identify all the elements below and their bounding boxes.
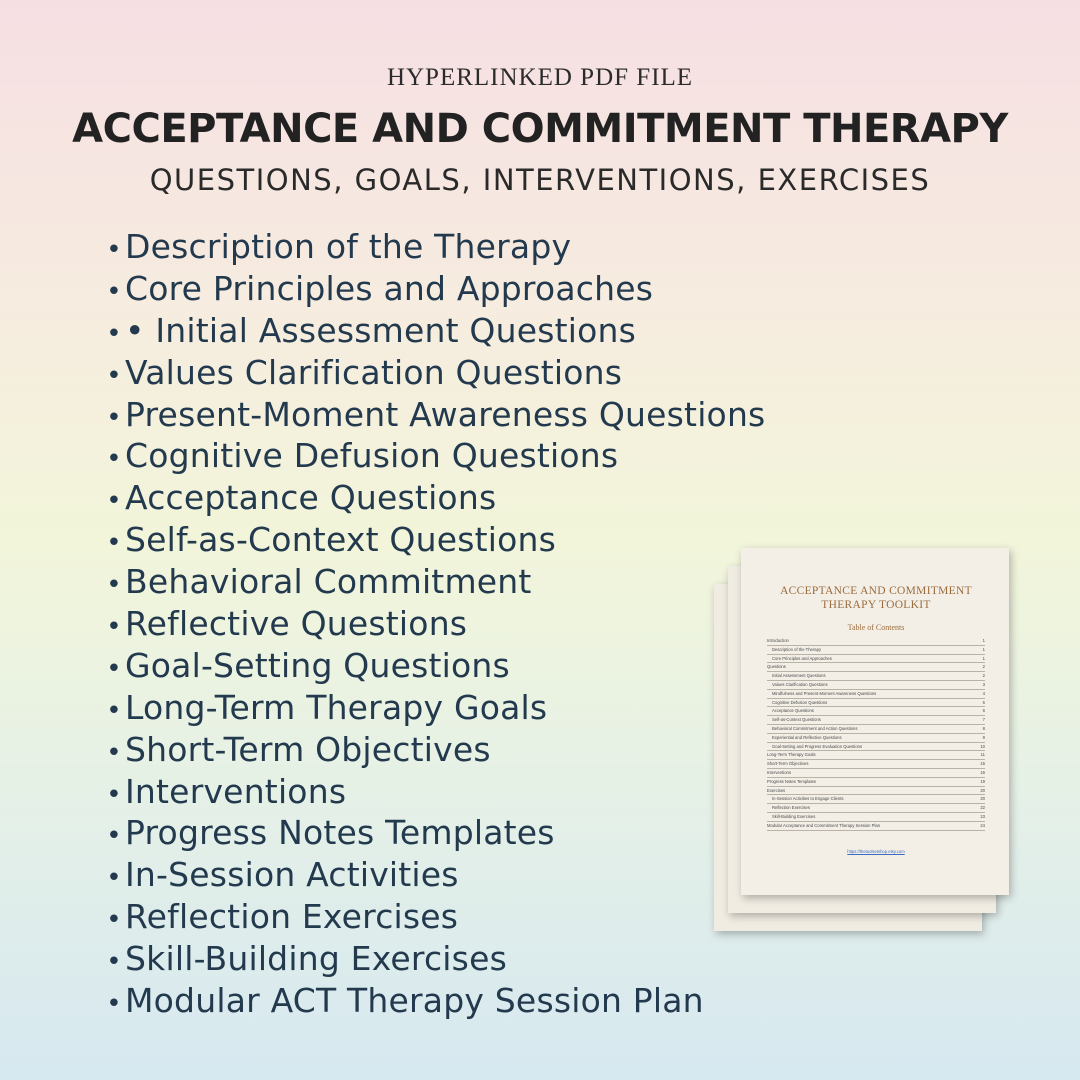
toc-entry-page: 1 <box>982 638 985 643</box>
bullet-icon: • <box>106 653 122 684</box>
list-item <box>103 603 765 645</box>
toc-entry-page: 7 <box>982 717 985 723</box>
toc-entry[interactable] <box>767 822 985 831</box>
toc-entry-title: Initial Assessment Questions <box>772 673 826 679</box>
shop-link[interactable]: https://thetoolsetshop.etsy.com <box>847 848 905 854</box>
topic-label: Self-as-Context Questions <box>125 520 557 560</box>
bullet-icon: • <box>106 779 122 810</box>
toc-entry-title: Cognitive Defusion Questions <box>772 699 828 705</box>
toc-entry-title: Exercises <box>767 787 786 793</box>
toc-entry[interactable] <box>767 655 985 664</box>
toc-entry-title: Interventions <box>767 769 791 775</box>
bullet-icon: • <box>106 863 122 894</box>
toc-entry-page: 8 <box>982 725 985 731</box>
toc-entry-page: 5 <box>982 699 985 705</box>
document-preview-stack <box>714 548 1014 938</box>
toc-entry-title: Core Principles and Approaches <box>772 655 832 661</box>
toc-entry[interactable] <box>767 804 985 813</box>
list-item <box>103 854 765 896</box>
topic-list <box>103 226 765 1022</box>
topic-label: Core Principles and Approaches <box>125 268 654 308</box>
list-item <box>103 561 765 603</box>
toc-entry[interactable] <box>767 672 985 681</box>
toc-entry-page: 4 <box>982 690 985 696</box>
toc-entry-title: Acceptance Questions <box>772 708 814 714</box>
toc-entry-page: 24 <box>980 822 985 828</box>
list-item <box>103 226 765 268</box>
topic-label: Long-Term Therapy Goals <box>125 687 548 727</box>
toc-entry-title: Long-Term Therapy Goals <box>767 752 816 758</box>
topic-label: Progress Notes Templates <box>125 813 555 853</box>
toc-entry[interactable] <box>767 769 985 778</box>
bullet-icon: • <box>106 905 122 936</box>
toc-entry[interactable] <box>767 813 985 822</box>
topic-label: • Initial Assessment Questions <box>125 310 636 350</box>
list-item <box>103 687 765 729</box>
bullet-icon: • <box>106 318 122 349</box>
bullet-icon: • <box>106 612 122 643</box>
list-item <box>103 729 765 771</box>
list-item <box>103 938 765 980</box>
toc-entry-page: 1 <box>982 646 985 652</box>
product-subtitle: QUESTIONS, GOALS, INTERVENTIONS, EXERCISES <box>149 163 931 197</box>
product-title: ACCEPTANCE AND COMMITMENT THERAPY <box>72 106 1008 152</box>
toc-entry-title: Reflection Exercises <box>772 805 810 811</box>
document-title-line: THERAPY TOOLKIT <box>821 599 931 611</box>
toc-entry-title: Questions <box>767 664 786 670</box>
toc-entry[interactable] <box>767 699 985 708</box>
bullet-icon: • <box>106 444 122 475</box>
toc-entry-page: 16 <box>980 769 985 775</box>
topic-label: Short-Term Objectives <box>125 729 491 769</box>
bullet-icon: • <box>106 570 122 601</box>
toc-entry[interactable] <box>767 760 985 769</box>
bullet-icon: • <box>106 737 122 768</box>
bullet-icon: • <box>106 235 122 265</box>
toc-entry[interactable] <box>767 734 985 743</box>
list-item <box>103 310 765 352</box>
toc-entry[interactable] <box>767 751 985 760</box>
document-title-line: ACCEPTANCE AND COMMITMENT <box>780 585 972 597</box>
list-item <box>103 394 765 436</box>
bullet-icon: • <box>106 695 122 726</box>
toc-entry[interactable] <box>767 787 985 796</box>
toc-entry-page: 22 <box>980 805 985 811</box>
toc-entry[interactable] <box>767 681 985 690</box>
document-title <box>767 584 985 612</box>
topic-label: Modular ACT Therapy Session Plan <box>125 981 704 1021</box>
list-item <box>103 268 765 310</box>
toc-entry[interactable] <box>767 690 985 699</box>
topic-label: Acceptance Questions <box>125 478 497 518</box>
topic-label: Values Clarification Questions <box>125 352 623 392</box>
toc-entry-page: 3 <box>982 681 985 687</box>
toc-entry[interactable] <box>767 663 985 672</box>
list-item <box>103 519 765 561</box>
toc-entry-title: Skill-Building Exercises <box>772 813 816 819</box>
toc-entry-page: 1 <box>982 655 985 661</box>
bullet-icon: • <box>106 360 122 391</box>
toc-entry-title: In-Session Activities to Engage Clients <box>772 796 844 802</box>
bullet-icon: • <box>106 486 122 517</box>
toc-entry[interactable] <box>767 716 985 725</box>
toc-entry[interactable] <box>767 637 985 646</box>
topic-label: Skill-Building Exercises <box>125 939 507 979</box>
topic-label: Reflection Exercises <box>125 897 459 937</box>
toc-entry[interactable] <box>767 646 985 655</box>
toc-entry-page: 15 <box>980 761 985 767</box>
toc-heading: Table of Contents <box>847 623 905 632</box>
bullet-icon: • <box>106 402 122 433</box>
toc-entry-title: Values Clarification Questions <box>772 681 828 687</box>
toc-entry-title: Progress Notes Templates <box>767 778 817 784</box>
toc-entry[interactable] <box>767 795 985 804</box>
toc-entry-title: Behavioral Commitment and Action Questions <box>772 725 858 731</box>
toc-entry-title: Self-as-Context Questions <box>772 717 821 723</box>
bullet-icon: • <box>106 276 122 307</box>
toc-entry[interactable] <box>767 778 985 787</box>
topic-label: Description of the Therapy <box>125 227 572 266</box>
toc-entry-page: 10 <box>980 743 985 749</box>
topic-label: Behavioral Commitment <box>125 562 532 602</box>
toc-entry-title: Description of the Therapy <box>772 646 822 652</box>
toc-entry-page: 11 <box>980 752 985 758</box>
toc-entry-page: 9 <box>982 734 985 740</box>
list-item <box>103 771 765 813</box>
toc-entry-page: 23 <box>980 813 985 819</box>
topic-label: Interventions <box>125 771 347 811</box>
list-item <box>103 896 765 938</box>
bullet-icon: • <box>106 947 122 978</box>
list-item <box>103 812 765 854</box>
topic-label: Goal-Setting Questions <box>125 645 510 685</box>
bullet-icon: • <box>106 528 122 559</box>
document-front-page <box>741 548 1009 895</box>
list-item <box>103 477 765 519</box>
topic-label: Cognitive Defusion Questions <box>125 436 619 476</box>
toc-entry-title: Modular Acceptance and Commitment Therapy Session Plan <box>767 822 881 828</box>
bullet-icon: • <box>106 989 122 1020</box>
table-of-contents <box>767 637 985 831</box>
toc-entry-page: 20 <box>980 796 985 802</box>
list-item <box>103 980 765 1022</box>
toc-entry-page: 19 <box>980 778 985 784</box>
topic-label: In-Session Activities <box>125 855 459 895</box>
toc-entry[interactable] <box>767 743 985 752</box>
bullet-icon: • <box>106 821 122 852</box>
list-item <box>103 645 765 687</box>
list-item <box>103 435 765 477</box>
toc-entry-page: 20 <box>980 787 985 793</box>
toc-entry[interactable] <box>767 707 985 716</box>
toc-entry-title: Mindfulness and Present-Moment Awareness Questions <box>772 690 877 696</box>
toc-entry-title: Introduction <box>767 638 789 643</box>
list-item <box>103 352 765 394</box>
toc-entry[interactable] <box>767 725 985 734</box>
topic-label: Reflective Questions <box>125 604 468 644</box>
toc-entry-page: 2 <box>982 673 985 679</box>
toc-entry-title: Experiential and Reflective Questions <box>772 734 842 740</box>
toc-entry-page: 6 <box>982 708 985 714</box>
toc-entry-title: Short-Term Objectives <box>767 761 809 767</box>
toc-entry-title: Goal-Setting and Progress Evaluation Questions <box>772 743 863 749</box>
topic-label: Present-Moment Awareness Questions <box>125 394 766 434</box>
file-type-kicker: HYPERLINKED PDF FILE <box>386 64 694 91</box>
toc-entry-page: 2 <box>982 664 985 670</box>
